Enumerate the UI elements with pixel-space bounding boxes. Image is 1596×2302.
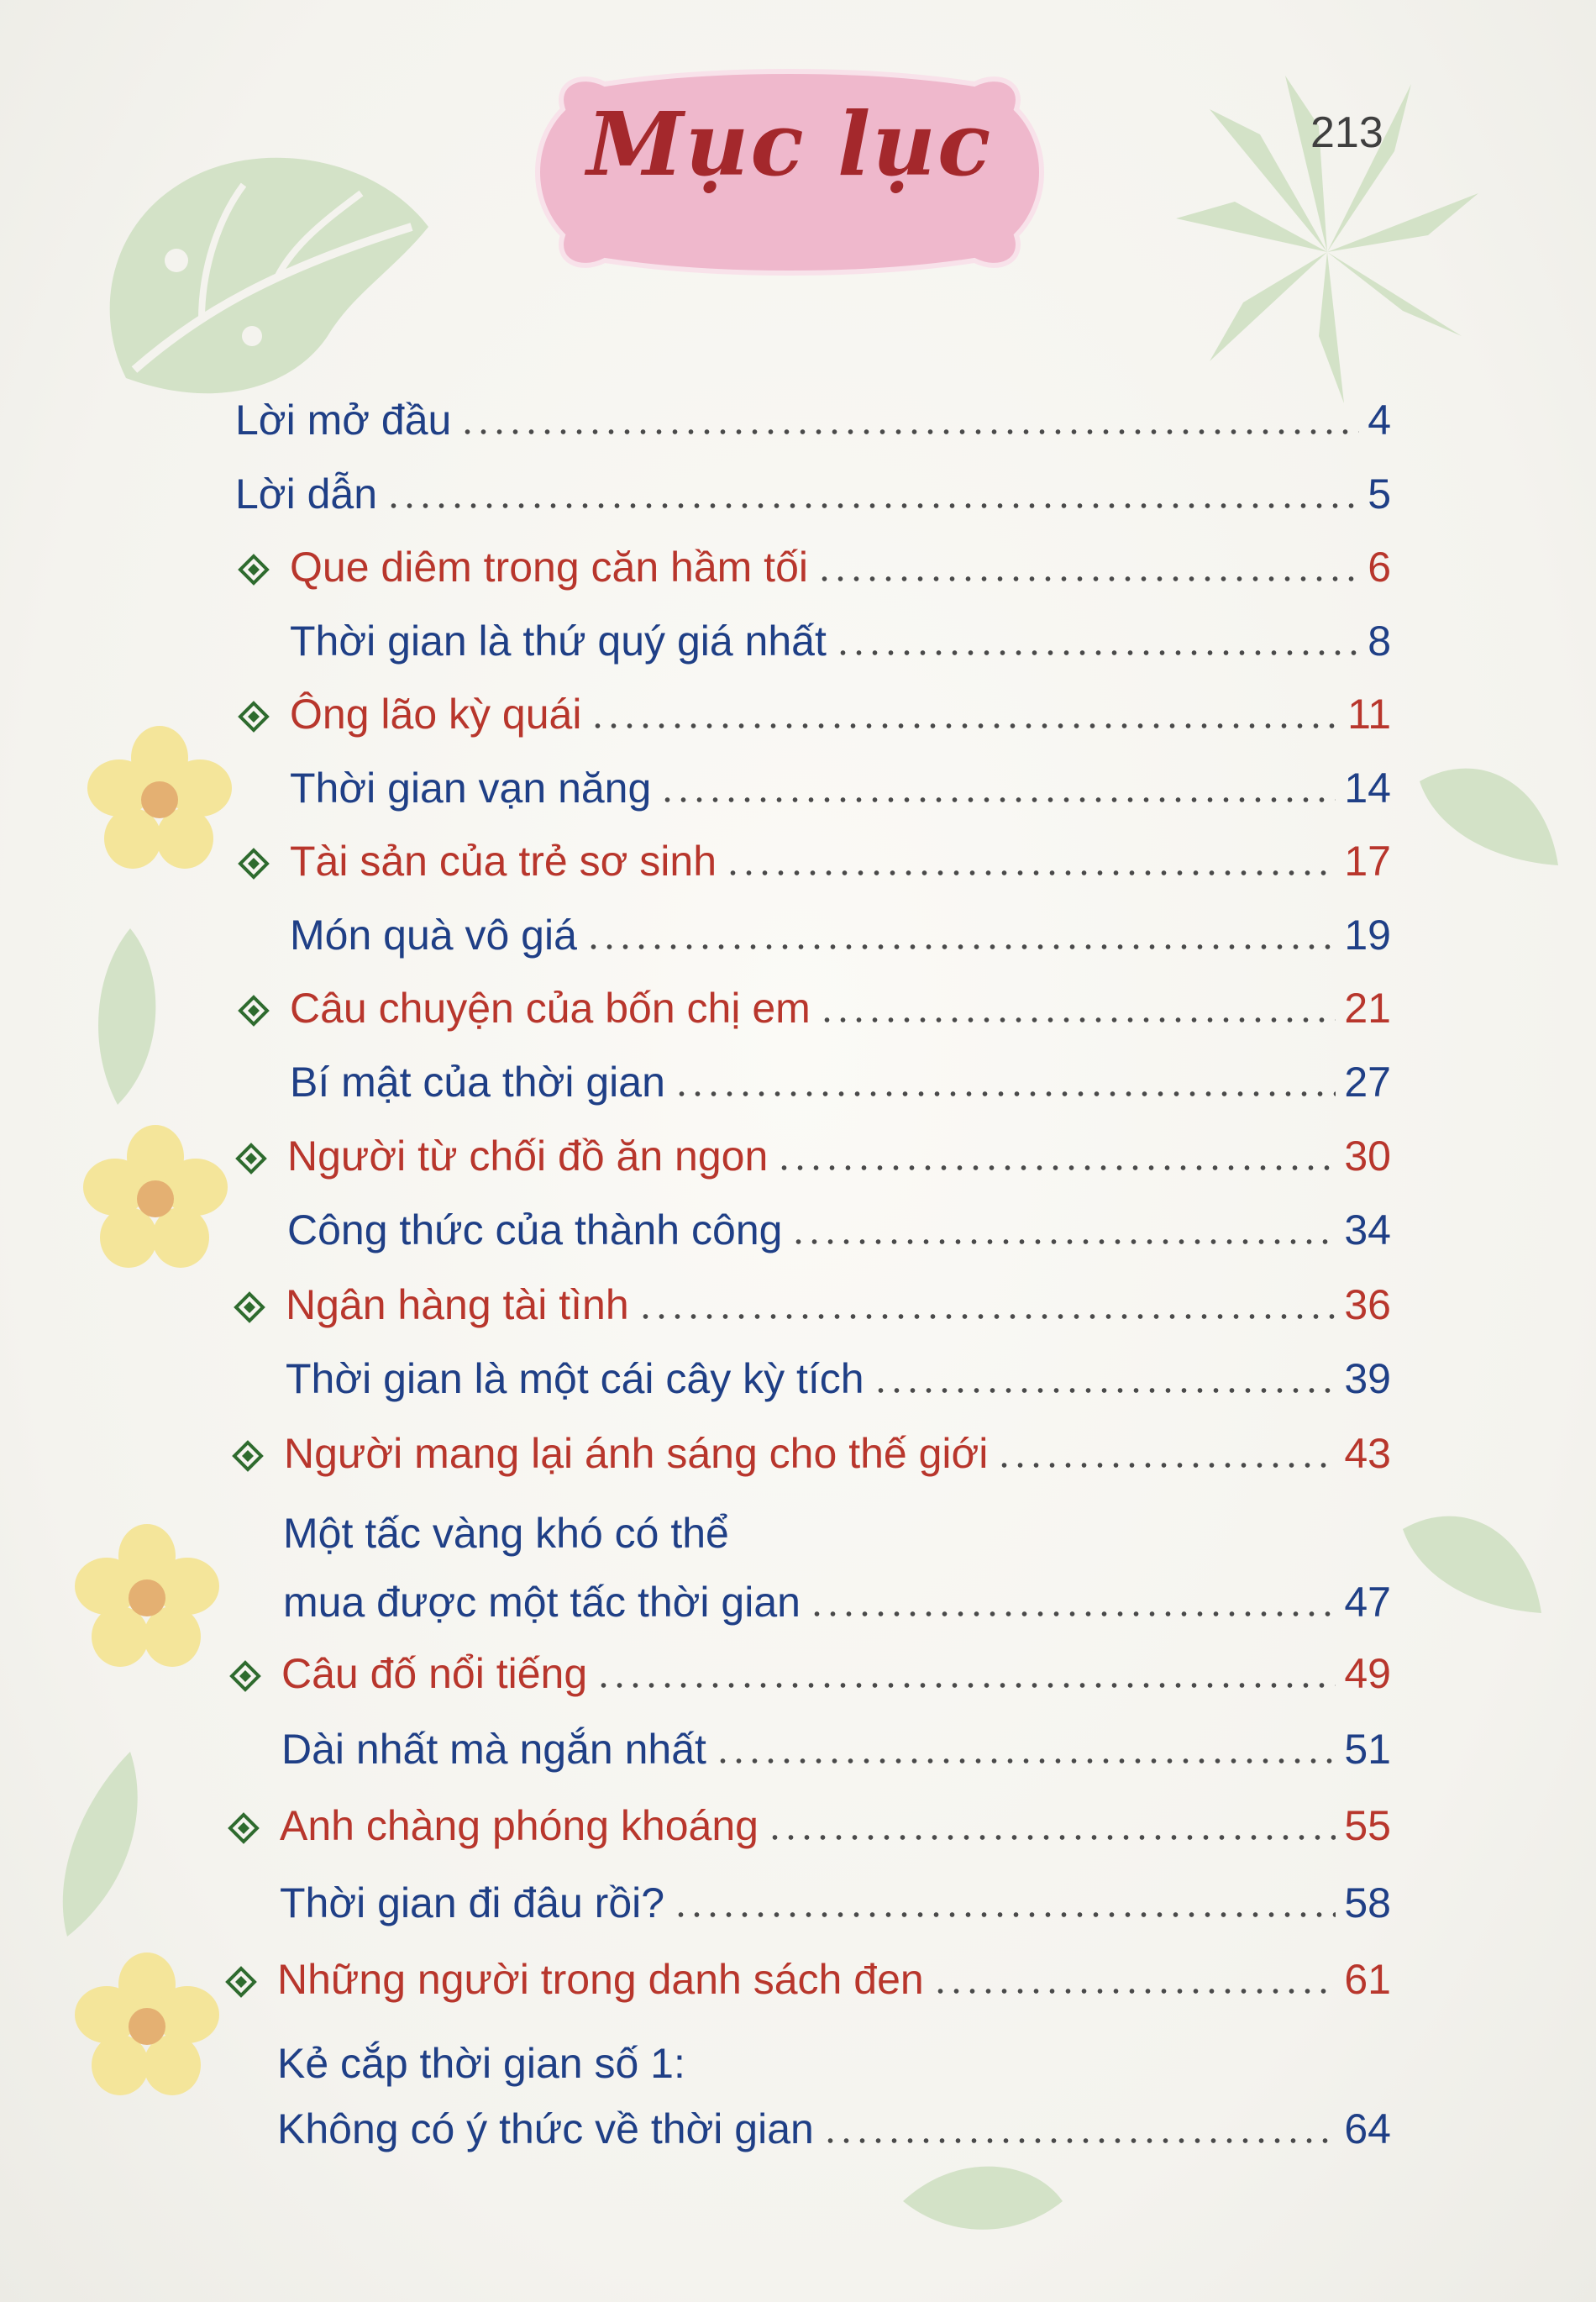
toc-entry-title: Câu chuyện của bốn chị em bbox=[290, 985, 811, 1032]
toc-entry-title: Công thức của thành công bbox=[287, 1206, 783, 1253]
toc-entry-page: 8 bbox=[1368, 618, 1391, 665]
diamond-bullet-icon bbox=[229, 1660, 261, 1692]
diamond-bullet-icon bbox=[228, 1812, 260, 1844]
diamond-bullet-icon bbox=[238, 701, 270, 733]
toc-entry-title: Ông lão kỳ quái bbox=[290, 691, 582, 738]
toc-entry-page: 49 bbox=[1344, 1650, 1391, 1697]
toc-entry[interactable] bbox=[277, 2038, 1391, 2164]
toc-entry-title: Lời dẫn bbox=[235, 470, 378, 518]
dot-leader bbox=[386, 502, 1359, 509]
toc-entry-title: Người mang lại ánh sáng cho thế giới bbox=[284, 1430, 989, 1477]
toc-entry-title: Thời gian là thứ quý giá nhất bbox=[290, 618, 827, 665]
toc-entry-page: 43 bbox=[1344, 1430, 1391, 1477]
toc-entry-title: Thời gian là một cái cây kỳ tích bbox=[286, 1355, 864, 1402]
toc-entry[interactable] bbox=[277, 1954, 1391, 2021]
diamond-bullet-icon bbox=[232, 1440, 264, 1472]
dot-leader bbox=[873, 1387, 1336, 1394]
dot-leader bbox=[659, 796, 1336, 803]
toc-entry-page: 27 bbox=[1344, 1059, 1391, 1106]
toc-entry[interactable] bbox=[283, 1508, 1391, 1634]
toc-entry-page: 19 bbox=[1344, 912, 1391, 959]
toc-entry-title: mua được một tấc thời gian bbox=[283, 1579, 801, 1626]
toc-entry[interactable] bbox=[286, 1280, 1391, 1347]
toc-entry[interactable] bbox=[284, 1428, 1391, 1495]
toc-entry[interactable] bbox=[290, 542, 1391, 609]
toc-entry-page: 30 bbox=[1344, 1133, 1391, 1180]
toc-entry-page: 47 bbox=[1344, 1579, 1391, 1626]
toc-entry-page: 14 bbox=[1344, 765, 1391, 812]
toc-entry-title: Câu đố nổi tiếng bbox=[281, 1650, 588, 1697]
toc-entry-page: 6 bbox=[1368, 544, 1391, 591]
toc-entry[interactable] bbox=[235, 469, 1391, 536]
toc-entry-title-line1: Kẻ cắp thời gian số 1: bbox=[277, 2040, 685, 2087]
dot-leader bbox=[674, 1091, 1336, 1097]
toc-entry[interactable] bbox=[281, 1724, 1391, 1791]
toc-entry-page: 34 bbox=[1344, 1206, 1391, 1253]
toc-entry[interactable] bbox=[290, 763, 1391, 830]
toc-entry[interactable] bbox=[280, 1800, 1391, 1868]
toc-entry-title-line1: Một tấc vàng khó có thể bbox=[283, 1510, 729, 1557]
page-number: 213 bbox=[1310, 108, 1383, 157]
dot-leader bbox=[585, 943, 1336, 950]
toc-entry[interactable] bbox=[290, 983, 1391, 1050]
toc-entry-page: 4 bbox=[1368, 397, 1391, 444]
dot-leader bbox=[596, 1682, 1336, 1689]
toc-entry[interactable] bbox=[290, 910, 1391, 977]
toc-entry-page: 64 bbox=[1344, 2105, 1391, 2152]
toc-entry-page: 55 bbox=[1344, 1802, 1391, 1849]
diamond-bullet-icon bbox=[234, 1291, 265, 1323]
toc-entry-title: Tài sản của trẻ sơ sinh bbox=[290, 838, 717, 885]
dot-leader bbox=[590, 723, 1339, 729]
toc-entry-title: Món quà vô giá bbox=[290, 912, 577, 959]
toc-entry-title: Thời gian đi đâu rồi? bbox=[280, 1879, 665, 1926]
dot-leader bbox=[715, 1758, 1336, 1764]
dot-leader bbox=[816, 576, 1359, 582]
toc-entry-title: Không có ý thức về thời gian bbox=[277, 2105, 814, 2152]
page-title: Mục lục bbox=[586, 92, 993, 196]
dot-leader bbox=[790, 1238, 1336, 1245]
dot-leader bbox=[725, 870, 1336, 876]
toc-entry-page: 36 bbox=[1344, 1281, 1391, 1328]
toc-entry-title: Thời gian vạn năng bbox=[290, 765, 652, 812]
dot-leader bbox=[822, 2137, 1336, 2144]
toc-entry[interactable] bbox=[290, 1057, 1391, 1124]
dot-leader bbox=[638, 1313, 1336, 1320]
toc-entry-page: 5 bbox=[1368, 470, 1391, 518]
toc-entry[interactable] bbox=[286, 1353, 1391, 1421]
toc-entry-title: Người từ chối đồ ăn ngon bbox=[287, 1133, 769, 1180]
toc-entry[interactable] bbox=[290, 689, 1391, 756]
diamond-bullet-icon bbox=[238, 554, 270, 586]
toc-entry-page: 61 bbox=[1344, 1956, 1391, 2003]
toc-entry[interactable] bbox=[290, 836, 1391, 903]
toc-entry-page: 58 bbox=[1344, 1879, 1391, 1926]
toc-entry-page: 39 bbox=[1344, 1355, 1391, 1402]
toc-entry-title: Lời mở đầu bbox=[235, 397, 452, 444]
dot-leader bbox=[459, 428, 1359, 435]
diamond-bullet-icon bbox=[238, 848, 270, 880]
toc-entry[interactable] bbox=[280, 1878, 1391, 1945]
toc-entry[interactable] bbox=[287, 1205, 1391, 1272]
toc-entry-title: Bí mật của thời gian bbox=[290, 1059, 665, 1106]
toc-entry[interactable] bbox=[287, 1131, 1391, 1198]
toc-entry-title: Ngân hàng tài tình bbox=[286, 1281, 629, 1328]
toc-entry[interactable] bbox=[290, 616, 1391, 683]
dot-leader bbox=[819, 1017, 1336, 1023]
diamond-bullet-icon bbox=[235, 1143, 267, 1175]
toc-entry-page: 11 bbox=[1347, 691, 1391, 738]
toc-entry[interactable] bbox=[235, 395, 1391, 462]
toc-entry[interactable] bbox=[281, 1648, 1391, 1716]
toc-entry-title: Những người trong danh sách đen bbox=[277, 1956, 924, 2003]
dot-leader bbox=[835, 649, 1359, 656]
diamond-bullet-icon bbox=[238, 995, 270, 1027]
toc-entry-page: 51 bbox=[1344, 1726, 1391, 1773]
dot-leader bbox=[996, 1462, 1336, 1469]
dot-leader bbox=[809, 1611, 1336, 1617]
toc-entry-title: Que diêm trong căn hầm tối bbox=[290, 544, 808, 591]
toc-entry-page: 17 bbox=[1344, 838, 1391, 885]
dot-leader bbox=[776, 1164, 1336, 1171]
diamond-bullet-icon bbox=[225, 1966, 257, 1998]
toc-entry-title: Anh chàng phóng khoáng bbox=[280, 1802, 759, 1849]
toc-entry-page: 21 bbox=[1344, 985, 1391, 1032]
dot-leader bbox=[932, 1988, 1336, 1995]
toc-entry-title: Dài nhất mà ngắn nhất bbox=[281, 1726, 706, 1773]
dot-leader bbox=[767, 1834, 1336, 1841]
dot-leader bbox=[673, 1911, 1336, 1918]
